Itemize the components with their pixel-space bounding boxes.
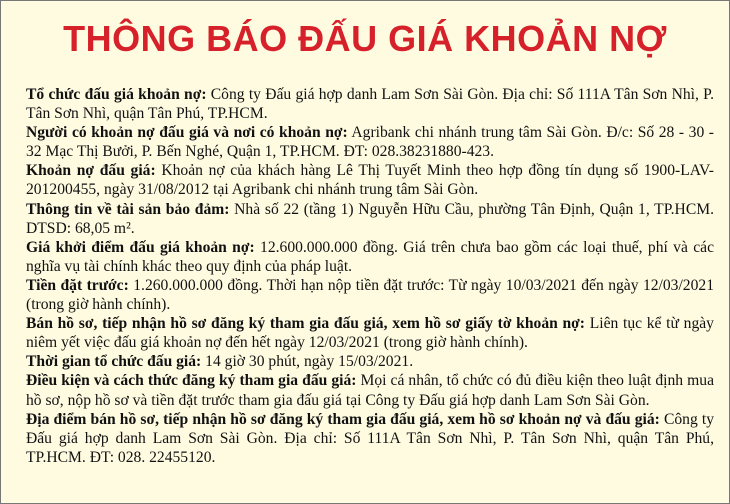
paragraph-location bbox=[26, 410, 714, 467]
paragraph-creditor bbox=[26, 123, 714, 161]
paragraph-label: Thông tin về tài sản bảo đảm: bbox=[26, 200, 230, 218]
paragraph-conditions bbox=[26, 371, 714, 409]
paragraph-text: 12.600.000.000 đồng. Giá trên chưa bao gồm các loại thuế, phí và các nghĩa vụ tài chính khác theo quy định của pháp luật. bbox=[26, 238, 714, 275]
paragraph-text: Công ty Đấu giá hợp danh Lam Sơn Sài Gòn. Địa chỉ: Số 111A Tân Sơn Nhì, P. Tân Sơn Nhì, quận Tân Phú, TP.HCM. bbox=[26, 86, 714, 123]
paragraph-organizer bbox=[26, 85, 714, 123]
paragraph-text: 14 giờ 30 phút, ngày 15/03/2021. bbox=[201, 353, 414, 371]
paragraph-text: Mọi cá nhân, tổ chức có đủ điều kiện theo luật định mua hồ sơ, nộp hồ sơ và tiền đặt trước tham gia đấu giá tại Công ty Đấu giá hợp danh Lam Sơn Sài Gòn. bbox=[26, 372, 714, 409]
paragraph-dossier-sale bbox=[26, 314, 714, 352]
paragraph-text: Agribank chi nhánh trung tâm Sài Gòn. Đ/c: Số 28 - 30 - 32 Mạc Thị Bưởi, P. Bến Nghé, Quận 1, TP.HCM. ĐT: 028.38231880-423. bbox=[26, 124, 714, 161]
paragraph-text: 1.260.000.000 đồng. Thời hạn nộp tiền đặt trước: Từ ngày 10/03/2021 đến ngày 12/03/2021 (trong giờ hành chính). bbox=[26, 276, 714, 314]
paragraph-label: Tổ chức đấu giá khoản nợ: bbox=[26, 86, 207, 103]
notice-body bbox=[26, 85, 714, 467]
notice-title: THÔNG BÁO ĐẤU GIÁ KHOẢN NỢ bbox=[63, 18, 667, 59]
paragraph-label: Bán hồ sơ, tiếp nhận hồ sơ đăng ký tham gia đấu giá, xem hồ sơ giấy tờ khoản nợ: bbox=[26, 315, 585, 333]
paragraph-label: Điều kiện và cách thức đăng ký tham gia đấu giá: bbox=[26, 372, 357, 390]
paragraph-auction-time bbox=[26, 352, 714, 371]
paragraph-label: Khoản nợ đấu giá: bbox=[26, 162, 156, 180]
paragraph-label: Tiền đặt trước: bbox=[26, 276, 129, 294]
title-bar bbox=[1, 1, 729, 77]
paragraph-label: Giá khởi điểm đấu giá khoản nợ: bbox=[26, 238, 255, 256]
paragraph-label: Địa điểm bán hồ sơ, tiếp nhận hồ sơ đăng ký tham gia đấu giá, xem hồ sơ khoản nợ và đấu giá: bbox=[26, 410, 660, 428]
paragraph-text: Công ty Đấu giá hợp danh Lam Sơn Sài Gòn. Địa chỉ: Số 111A Tân Sơn Nhì, P. Tân Sơn Nhì, quận Tân Phú, TP.HCM. ĐT: 028. 22455120. bbox=[26, 410, 715, 466]
paragraph-starting-price bbox=[26, 238, 714, 276]
paragraph-label: Thời gian tổ chức đấu giá: bbox=[26, 353, 202, 371]
paragraph-text: Liên tục kể từ ngày niêm yết việc đấu giá khoản nợ đến hết ngày 12/03/2021 (trong giờ hành chính). bbox=[26, 315, 714, 352]
paragraph-label: Người có khoản nợ đấu giá và nơi có khoản nợ: bbox=[26, 124, 348, 142]
paragraph-deposit bbox=[26, 276, 714, 314]
paragraph-collateral bbox=[26, 200, 714, 238]
paragraph-text: Nhà số 22 (tầng 1) Nguyễn Hữu Cầu, phường Tân Định, Quận 1, TP.HCM. DTSD: 68,05 m². bbox=[26, 200, 714, 237]
paragraph-text: Khoản nợ của khách hàng Lê Thị Tuyết Minh theo hợp đồng tín dụng số 1900-LAV-201200455, ngày 31/08/2012 tại Agribank chi nhánh trung tâm Sài Gòn. bbox=[26, 162, 714, 199]
paragraph-debt bbox=[26, 161, 714, 199]
